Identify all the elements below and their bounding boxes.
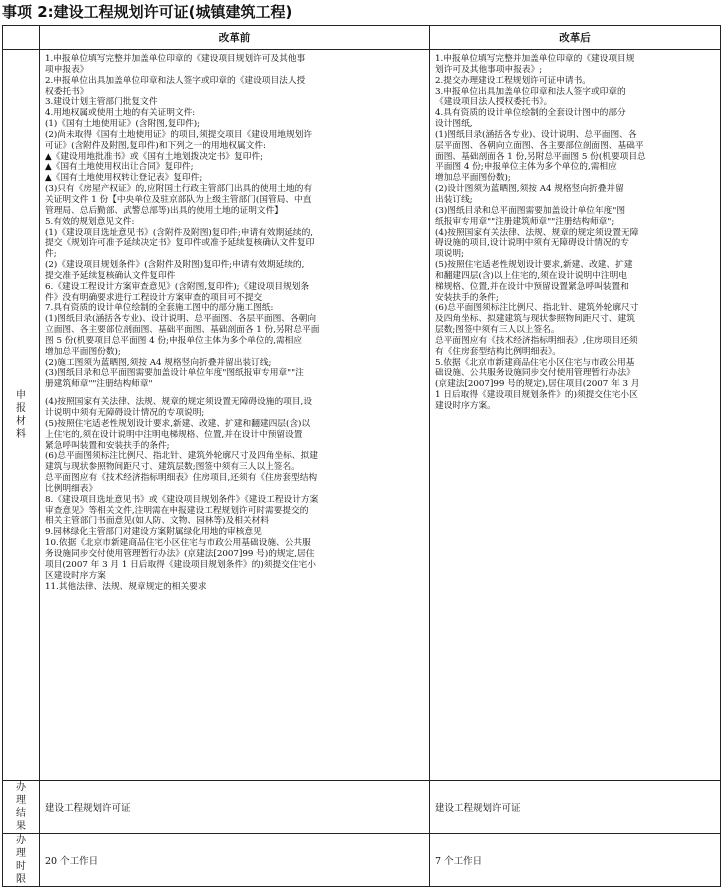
material-line: 设计图纸, bbox=[435, 119, 473, 130]
material-line: (1)图纸目录(涵括各专业)、设计说明、总平面图、各层平面图、各朝向 bbox=[45, 314, 317, 325]
time-limit-before-value: 20 个工作日 bbox=[40, 834, 430, 887]
material-line: 区建设时序方案 bbox=[45, 570, 106, 581]
material-line: 和翻建四层(含)以上住宅的,须在设计说明中注明电 bbox=[435, 270, 627, 281]
material-line: 相关主管部门书面意见(如人防、文物、园林等)及相关材料 bbox=[45, 516, 269, 527]
material-line: (4)按照国家有关法律、法规、规章的规定须设置无障碍设施的项目,设 bbox=[45, 397, 313, 408]
material-line: 1.申报单位填写完整并加盖单位印章的《建设项目规划许可及其他事 bbox=[45, 54, 306, 64]
material-line: 出装订线; bbox=[435, 194, 473, 205]
material-line: (3)图纸目录和总平面图需要加盖设计单位年度"图纸报审专用章""注 bbox=[45, 368, 304, 379]
material-line: 11.其他法律、法规、规章规定的相关要求 bbox=[45, 581, 207, 592]
material-line: 提交准予延续复核确认文件复印件 bbox=[45, 270, 176, 281]
material-line: 8.《建设项目选址意见书》或《建设项目规划条件》《建设工程设计方案 bbox=[45, 494, 319, 505]
material-line: (3)图纸目录和总平面图需要加盖设计单位年度"图 bbox=[435, 205, 626, 216]
material-line: (1)《建设项目选址意见书》(含附件及附图)复印件;申请有效期延续的, bbox=[45, 227, 314, 238]
material-line: 3.申报单位出具加盖单位印章和法人签字或印章的 bbox=[435, 86, 626, 97]
time-limit-label: 办理时限 bbox=[16, 835, 26, 885]
material-line: (6)总平面图须标注比例尺、指北针、建筑外轮廓尺寸 bbox=[435, 303, 639, 314]
time-limit-after-value: 7 个工作日 bbox=[430, 834, 721, 887]
material-line: (5)按照住宅适老性规划设计要求,新建、改建、扩建和翻建四层(含)以 bbox=[45, 418, 311, 429]
material-line: 梯规格、位置,并在设计中预留设置紧急呼叫装置和 bbox=[435, 281, 629, 292]
material-line: ▲《国有土地使用权出让合同》复印件; bbox=[45, 162, 194, 173]
material-line: 可证》(含附件及附图,复印件)和下列之一的用地权属文件: bbox=[45, 140, 266, 151]
materials-after-cell bbox=[430, 50, 721, 781]
material-line: 平面图 4 份;申报单位主体为多个单位的,需相应 bbox=[435, 162, 617, 173]
material-line: (2)《建设项目规划条件》(含附件及附图)复印件;申请有效期延续的, bbox=[45, 260, 305, 271]
material-line: (4)按照国家有关法律、法规、规章的规定须设置无障 bbox=[435, 227, 639, 238]
material-line: 册建筑师章""注册结构师章" bbox=[45, 379, 153, 390]
material-line: 计说明中须有无障碍设计情况的专项说明; bbox=[45, 408, 205, 418]
material-line: ▲《建设用地批准书》或《国有土地划拨决定书》复印件; bbox=[45, 151, 264, 162]
material-line: 上住宅的,须在设计说明中注明电梯规格、位置,并在设计中预留设置 bbox=[45, 429, 303, 440]
result-label: 办理结果 bbox=[16, 782, 26, 832]
material-line: 《建设项目法人授权委托书》。 bbox=[435, 97, 553, 108]
material-line: (2)尚未取得《国有土地使用证》的项目,须提交项目《建设用地规划许 bbox=[45, 129, 313, 140]
material-line: 4.具有资质的设计单位绘制的全套设计图中的部分 bbox=[435, 108, 626, 119]
material-line: 础设施、公共服务设施同步交付使用管理暂行办法》 bbox=[435, 368, 635, 379]
corner-cell bbox=[3, 26, 40, 50]
material-line: (1)《国有土地使用证》(含附图,复印件); bbox=[45, 119, 201, 130]
material-line: 提交《规划许可准予延续决定书》复印件或准予延续复核确认文件复印 bbox=[45, 238, 315, 249]
material-line: 5.有效的规划意见文件: bbox=[45, 216, 135, 227]
materials-row bbox=[3, 50, 721, 781]
material-line: 纸报审专用章""注册建筑师章""注册结构师章"; bbox=[435, 216, 615, 227]
material-line: 3.建设计划主管部门批复文件 bbox=[45, 97, 158, 108]
material-line: 务设施同步交付使用管理暂行办法》(京建法[2007]99 号)的规定,居住 bbox=[45, 548, 315, 559]
material-line: 7.具有资质的设计单位绘制的全套施工图中的部分施工图纸: bbox=[45, 303, 274, 314]
material-line: 层数;图签中须有三人以上签名。 bbox=[435, 325, 560, 336]
material-line: 10.依据《北京市新建商品住宅小区住宅与市政公用基础设施、公共服 bbox=[45, 538, 311, 549]
material-line: 增加总平面图份数); bbox=[45, 346, 121, 357]
material-line: 建筑与现状参照物间距尺寸、建筑层数;图签中须有三人以上签名。 bbox=[45, 462, 300, 473]
column-header-before: 改革前 bbox=[40, 26, 430, 50]
material-line: 及四角坐标、拟建建筑与现状参照物间距尺寸、建筑 bbox=[435, 314, 635, 325]
material-line: 立面图、各主要部位剖面图、基础平面图、基础剖面各 1 份,另附总平面 bbox=[45, 325, 320, 336]
material-line: 9.园林绿化主管部门对建设方案附属绿化用地的审核意见 bbox=[45, 527, 262, 538]
material-line: (2)设计图须为蓝晒图,须按 A4 规格竖向折叠并留 bbox=[435, 184, 624, 195]
material-line: 有《住房套型结构比例明细表》。 bbox=[435, 346, 561, 357]
material-line: 面图、基础剖面各 1 份,另附总平面图 5 份(机要项目总 bbox=[435, 151, 646, 162]
page-title: 事项 2:建设工程规划许可证(城镇建筑工程) bbox=[2, 3, 293, 21]
material-line: 件; bbox=[45, 249, 57, 260]
materials-label: 申报材料 bbox=[16, 390, 26, 440]
material-line: 紧急呼叫装置和安装扶手的条件; bbox=[45, 440, 170, 451]
material-line: 总平面图应有《技术经济指标明细表》,住房项目还须 bbox=[435, 335, 638, 346]
material-line: 划许可及其他事项申报表》; bbox=[435, 64, 543, 75]
row-label-cell bbox=[3, 781, 40, 834]
material-line: 图 5 份(机要项目总平面图 4 份;申报单位主体为多个单位的,需相应 bbox=[45, 335, 303, 346]
material-line: 总平面图应有《技术经济指标明细表》住房项目,还须有《住房套型结构 bbox=[45, 473, 318, 484]
material-line: 建设时序方案。 bbox=[435, 401, 496, 411]
material-line: (京建法[2007]99 号的规定),居住项目(2007 年 3 月 bbox=[435, 379, 640, 390]
reform-comparison-table bbox=[2, 25, 721, 887]
material-line: (3)只有《房屋产权证》的,应附国土行政主管部门出具的使用土地的有 bbox=[45, 184, 313, 195]
material-line: 4.用地权属或使用土地的有关证明文件: bbox=[45, 108, 196, 119]
material-line: 1.申报单位填写完整并加盖单位印章的《建设项目规 bbox=[435, 54, 635, 64]
material-line: 6.《建设工程设计方案审查意见》(含附图,复印件);《建设项目规划条 bbox=[45, 281, 310, 292]
material-line: 2.申报单位出具加盖单位印章和法人签字或印章的《建设项目法人授 bbox=[45, 75, 306, 86]
material-line: 项目(2007 年 3 月 1 日后取得《建设项目规划条件》的)须提交住宅小 bbox=[45, 559, 316, 570]
materials-before-cell bbox=[40, 50, 430, 781]
material-line: 碍设施的项目,设计说明中须有无障碍设计情况的专 bbox=[435, 238, 629, 249]
material-line: 层平面图、各朝向立面图、各主要部位剖面图、基础平 bbox=[435, 140, 644, 151]
material-line: (5)按照住宅适老性规划设计要求,新建、改建、扩建 bbox=[435, 260, 633, 271]
material-line: 安装扶手的条件; bbox=[435, 292, 499, 303]
result-after-value: 建设工程规划许可证 bbox=[430, 781, 721, 834]
time-limit-row bbox=[3, 834, 721, 887]
column-header-after: 改革后 bbox=[430, 26, 721, 50]
material-line: 2.提交办理建设工程规划许可证申请书。 bbox=[435, 75, 591, 86]
result-before-value: 建设工程规划许可证 bbox=[40, 781, 430, 834]
material-line: 权委托书》 bbox=[45, 86, 89, 97]
material-line: (1)图纸目录(涵括各专业)、设计说明、总平面图、各 bbox=[435, 129, 637, 140]
material-line: 关证明文件 1 份【中央单位及驻京部队为上级主管部门(国管局、中直 bbox=[45, 194, 312, 205]
material-line: 项申报表》 bbox=[45, 64, 89, 75]
material-line: 项说明; bbox=[435, 249, 464, 260]
header-row bbox=[3, 26, 721, 50]
material-line: 审查意见》等相关文件,注明需在申报建设工程规划许可时需要提交的 bbox=[45, 505, 309, 516]
material-line: 增加总平面图份数); bbox=[435, 173, 511, 184]
material-line: ▲《国有土地使用权转让登记表》复印件; bbox=[45, 173, 203, 184]
material-line: 管理局、总后勤部、武警总部等)出具的使用土地的证明文件】 bbox=[45, 205, 283, 216]
result-row bbox=[3, 781, 721, 834]
material-line: 5.依据《北京市新建商品住宅小区住宅与市政公用基 bbox=[435, 357, 635, 368]
material-line: 件》没有明确要求进行工程设计方案审查的项目可不提交 bbox=[45, 292, 263, 303]
material-line: (6)总平面图须标注比例尺、指北针、建筑外轮廓尺寸及四角坐标、拟建 bbox=[45, 451, 318, 462]
row-label-cell bbox=[3, 50, 40, 781]
material-line: 比例明细表》 bbox=[45, 483, 98, 494]
row-label-cell bbox=[3, 834, 40, 887]
material-line: 1 日后取得《建设项目规划条件》的)须提交住宅小区 bbox=[435, 390, 638, 401]
material-line: (2)施工图须为蓝晒图,须按 A4 规格竖向折叠并留出装订线; bbox=[45, 357, 272, 368]
